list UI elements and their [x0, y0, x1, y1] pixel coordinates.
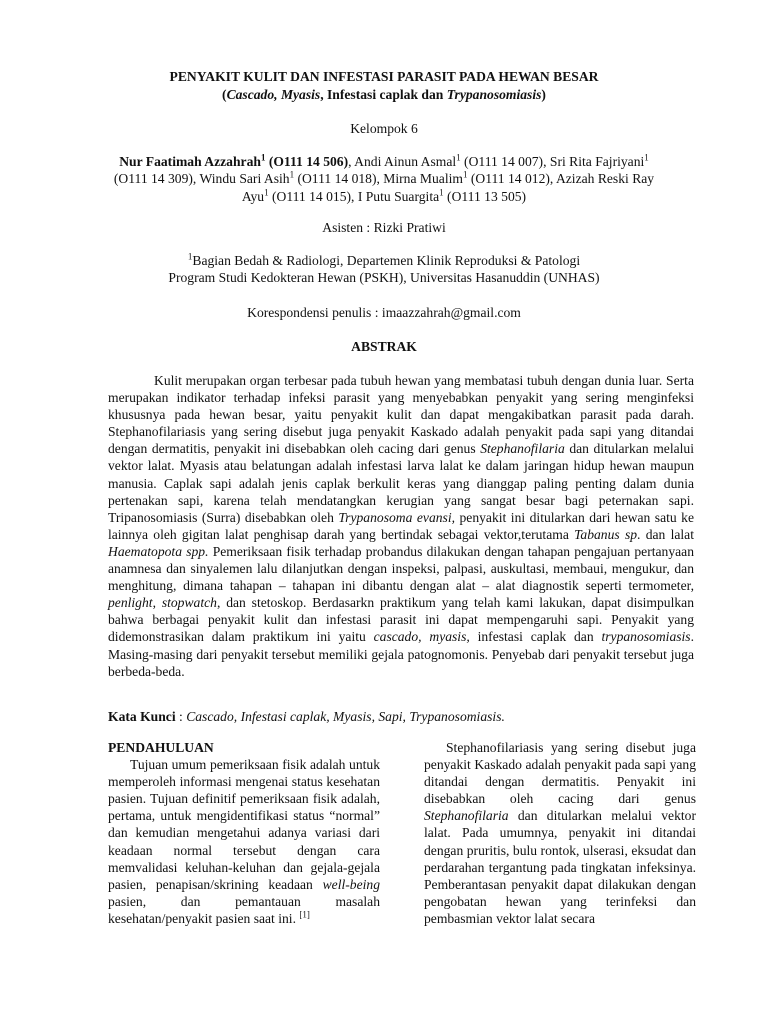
intro-column	[108, 739, 380, 927]
abstract-heading: ABSTRAK	[351, 339, 417, 354]
intro-paragraph: Tujuan umum pemeriksaan fisik adalah untuk memperoleh informasi mengenai status kesehatan pasien. Tujuan definitif pemeriksaan fisik adalah, pertama, untuk mengidentifikasi status “normal” dan kemudian mengetahui adanya variasi dari keadaan normal tersebut dengan cara memvalidasi keluhan-keluhan dan gejala-gejala pasien, penapisan/skrining keadaan well-being pasien, dan pemantauan masalah kesehatan/penyakit pasien saat ini. [1]	[108, 757, 380, 926]
affiliation-line-1: $^1$Bagian Bedah & Radiologi, Departemen Klinik Reproduksi & Patologi	[187, 251, 581, 268]
abstract-paragraph: Kulit merupakan organ terbesar pada tubuh hewan yang membatasi tubuh dengan dunia luar. Serta merupakan indikator terhadap infeksi parasit yang menyebabkan penyakit yang sering menginfeksi khususnya pada hewan besar, yaitu penyakit kulit dan dapat mengakibatkan parasit pada darah. Stephanofilariasis yang sering disebut juga penyakit Kaskado adalah penyakit pada sapi yang ditandai dengan dermatitis, penyakit ini disebabkan oleh cacing dari genus Stephanofilaria dan ditularkan melalui vektor lalat. Myasis atau belatungan adalah infestasi larva lalat ke dalam jaringan hidup hewan maupun manusia. Caplak sapi adalah jenis caplak berkulit keras yang dianggap paling penting dalam dunia pertenakan sapi, karena telah mendatangkan kerugian yang sangat besar bagi peternakan sapi. Tripanosomiasis (Surra) disebabkan oleh Trypanosoma evansi, penyakit ini ditularkan dari hewan satu ke lainnya oleh gigitan lalat penghisap darah yang bertindak sebagai vektor,terutama Tabanus sp. dan lalat Haematopota spp. Pemeriksaan fisik terhadap probandus dilakukan dengan tahapan pengajuan pertanyaan anamnesa dan sinyalemen lalu dilanjutkan dengan inspeksi, palpasi, auskultasi, membaui, mengukur, dan menghitung, dimana tahapan – tahapan ini dibantu dengan alat – alat diagnostik seperti termometer, penlight, stopwatch, dan stetoskop. Berdasarkn praktikum yang telah kami lakukan, dapat disimpulkan bahwa berbagai penyakit kulit dan infestasi parasit ini dapat mempengaruhi sapi. Penyakit yang didemonstrasikan dalam praktikum ini yaitu cascado, myasis, infestasi caplak dan trypanosomiasis. Masing-masing dari penyakit tersebut memiliki gejala patognomonis. Penyebab dari penyakit tersebut juga berbeda-beda.	[108, 373, 695, 679]
intro-heading: PENDAHULUAN	[108, 740, 214, 755]
title-line-1: PENYAKIT KULIT DAN INFESTASI PARASIT PADA HEWAN BESAR	[169, 69, 599, 84]
title-italic-trypano: Trypanosomiasis	[446, 87, 542, 102]
keywords-value: Cascado, Infestasi caplak, Myasis, Sapi, Trypanosomiasis.	[186, 709, 505, 724]
right-column	[424, 739, 696, 927]
lead-author: Nur Faatimah Azzahrah$^1$ (O111 14 506)	[119, 152, 349, 169]
title-italic-cascado: Cascado, Myasis	[226, 87, 321, 102]
group-label: Kelompok 6	[350, 121, 418, 136]
abstract-body	[108, 372, 694, 680]
citation-ref[interactable]: [1]	[299, 909, 310, 920]
affiliation	[60, 252, 708, 287]
keywords: Kata Kunci : Cascado, Infestasi caplak, Myasis, Sapi, Trypanosomiasis.	[108, 709, 505, 724]
author-list: Nur Faatimah Azzahrah$^1$ (O111 14 506), Andi Ainun Asmal$^1$ (O111 14 007), Sri Rita Fajriyani$^1$ (O111 14 309), Windu Sari Asih$^1$ (O111 14 018), Mirna Mualim$^1$ (O111 14 012), Azizah Reski Ray Ayu$^1$ (O111 14 015), I Putu Suargita$^1$ (O111 13 505)	[113, 152, 655, 204]
correspondence: Korespondensi penulis : imaazzahrah@gmail.com	[247, 305, 521, 320]
title-paren-close: )	[541, 87, 546, 102]
assistant-line: Asisten : Rizki Pratiwi	[322, 220, 446, 235]
title-line-2	[60, 86, 708, 104]
right-paragraph: Stephanofilariasis yang sering disebut juga penyakit Kaskado adalah penyakit pada sapi yang ditandai dengan dermatitis. Penyakit ini disebabkan oleh cacing dari genus Stephanofilaria dan ditularkan melalui vektor lalat. Pada umumnya, penyakit ini ditandai dengan pruritis, bulu rontok, ulserasi, eksudat dan perdarahan tergantung pada tingkatan infeksinya. Pemberantasan penyakit dapat dilakukan dengan pengobatan hewan yang terinfeksi dan pembasmian vektor lalat secara	[424, 740, 696, 926]
paper-title	[60, 68, 708, 104]
title-paren-open: (	[222, 87, 227, 102]
affiliation-line-2: Program Studi Kedokteran Hewan (PSKH), Universitas Hasanuddin (UNHAS)	[168, 270, 600, 286]
title-mid: , Infestasi caplak dan	[320, 87, 447, 102]
keywords-label: Kata Kunci	[108, 709, 176, 724]
